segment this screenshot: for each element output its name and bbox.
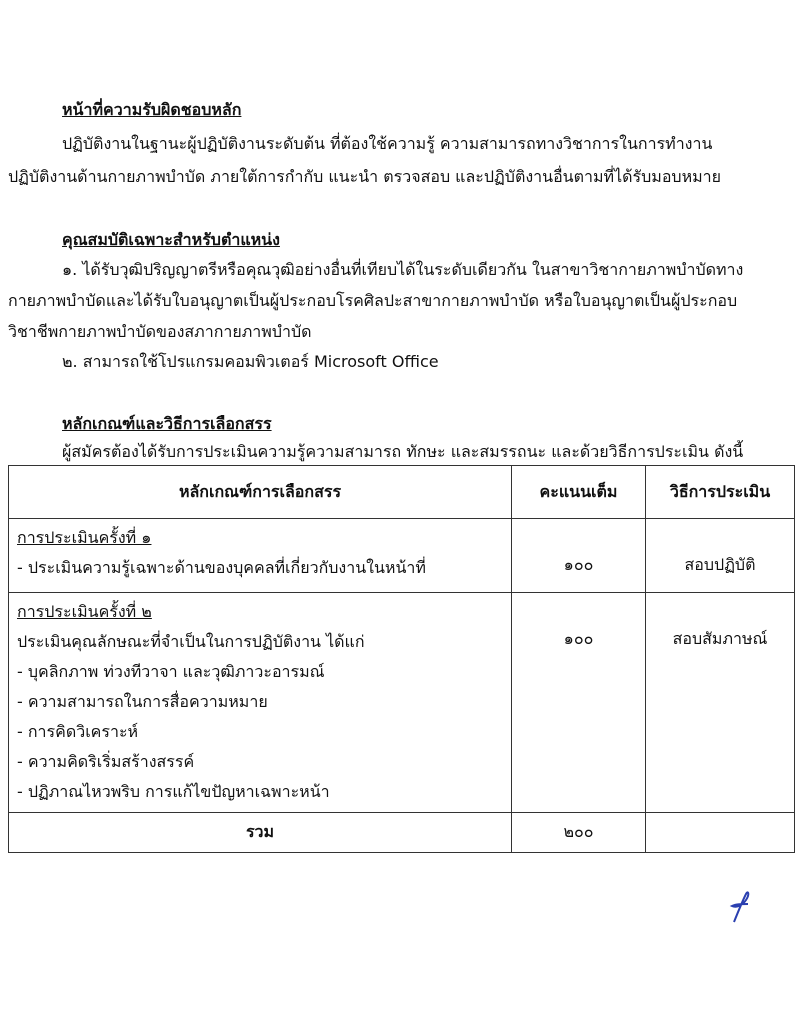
- row-line: - ความคิดริเริ่มสร้างสรรค์: [17, 752, 195, 771]
- row-line: - ประเมินความรู้เฉพาะด้านของบุคคลที่เกี่ยวกับงานในหน้าที่: [17, 558, 426, 577]
- row-score: ๑๐๐: [512, 519, 646, 593]
- header-score: คะแนนเต็ม: [512, 466, 646, 519]
- row-line: - การคิดวิเคราะห์: [17, 722, 139, 741]
- qualification-line: กายภาพบำบัดและได้รับใบอนุญาตเป็นผู้ประกอบโรคศิลปะสาขากายภาพบำบัด หรือใบอนุญาตเป็นผู้ประกอบ: [8, 291, 738, 310]
- table-row: [9, 519, 795, 593]
- total-score: ๒๐๐: [512, 813, 646, 853]
- header-method: วิธีการประเมิน: [646, 466, 795, 519]
- qualification-line: ๑. ได้รับวุฒิปริญญาตรีหรือคุณวุฒิอย่างอื่นที่เทียบได้ในระดับเดียวกัน ในสาขาวิชากายภาพบำบัดทาง: [62, 260, 744, 279]
- criteria-heading: หลักเกณฑ์และวิธีการเลือกสรร: [62, 414, 272, 433]
- signature-mark: [728, 890, 754, 924]
- row-line: - ความสามารถในการสื่อความหมาย: [17, 692, 268, 711]
- criteria-intro: ผู้สมัครต้องได้รับการประเมินความรู้ความสามารถ ทักษะ และสมรรถนะ และด้วยวิธีการประเมิน ดังนี้: [62, 442, 744, 461]
- table-row: [9, 593, 795, 813]
- criteria-table: [8, 465, 795, 853]
- table-header-row: [9, 466, 795, 519]
- row-line: - ปฏิภาณไหวพริบ การแก้ไขปัญหาเฉพาะหน้า: [17, 782, 330, 801]
- row-score: ๑๐๐: [512, 593, 646, 813]
- table-total-row: [9, 813, 795, 853]
- header-criteria: หลักเกณฑ์การเลือกสรร: [9, 466, 512, 519]
- row-line: ประเมินคุณลักษณะที่จำเป็นในการปฏิบัติงาน ได้แก่: [17, 632, 365, 651]
- row-method: สอบปฏิบัติ: [646, 519, 795, 593]
- total-label: รวม: [9, 813, 512, 853]
- qualification-line: วิชาชีพกายภาพบำบัดของสภากายภาพบำบัด: [8, 322, 312, 341]
- total-method-empty: [646, 813, 795, 853]
- row-title: การประเมินครั้งที่ ๑: [17, 528, 152, 547]
- duties-line: ปฏิบัติงานด้านกายภาพบำบัด ภายใต้การกำกับ แนะนำ ตรวจสอบ และปฏิบัติงานอื่นตามที่ได้รับมอบหมาย: [8, 167, 722, 186]
- qualifications-heading: คุณสมบัติเฉพาะสำหรับตำแหน่ง: [62, 230, 280, 249]
- qualification-line: ๒. สามารถใช้โปรแกรมคอมพิวเตอร์ Microsoft Office: [62, 352, 439, 371]
- row-line: - บุคลิกภาพ ท่วงทีวาจา และวุฒิภาวะอารมณ์: [17, 662, 325, 681]
- row-method: สอบสัมภาษณ์: [646, 593, 795, 813]
- duties-line: ปฏิบัติงานในฐานะผู้ปฏิบัติงานระดับต้น ที่ต้องใช้ความรู้ ความสามารถทางวิชาการในการทำงาน: [62, 134, 713, 153]
- duties-heading: หน้าที่ความรับผิดชอบหลัก: [62, 100, 242, 119]
- row-title: การประเมินครั้งที่ ๒: [17, 602, 152, 621]
